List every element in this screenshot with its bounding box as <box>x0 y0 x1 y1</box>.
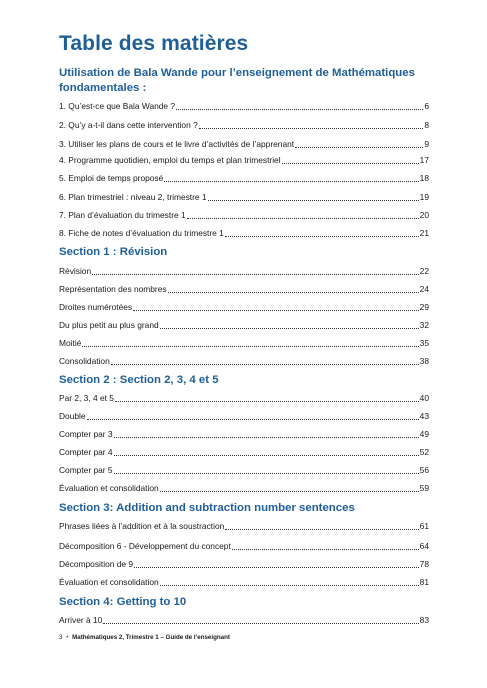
toc-entry[interactable] <box>59 410 429 422</box>
section-heading: Utilisation de Bala Wande pour l’enseignement de Mathématiques fondamentales : <box>59 67 415 94</box>
dot-leader <box>176 100 423 110</box>
toc-entry[interactable] <box>59 301 429 313</box>
page-title: Table des matières <box>59 32 249 55</box>
toc-entry-label: Par 2, 3, 4 et 5 <box>59 393 114 403</box>
footer-bullet: • <box>66 634 69 641</box>
toc-entry-label: Moitié <box>59 338 82 348</box>
toc-entry-label: Compter par 5 <box>59 465 113 475</box>
dot-leader <box>103 614 418 624</box>
toc-entry-label: Arriver à 10 <box>59 615 103 625</box>
toc-entry-label: 7. Plan d’évaluation du trimestre 1 <box>59 210 186 220</box>
dot-leader <box>232 540 419 550</box>
toc-entry-page: 43 <box>419 411 429 421</box>
toc-entry-page: 8 <box>424 120 429 130</box>
toc-entry-label: Évaluation et consolidation <box>59 483 159 493</box>
toc-entry-page: 20 <box>419 210 429 220</box>
toc-entry-page: 59 <box>419 483 429 493</box>
dot-leader <box>114 446 419 456</box>
toc-entry-page: 40 <box>419 393 429 403</box>
toc-entry-label: 5. Emploi de temps proposé <box>59 173 164 183</box>
toc-entry-label: 3. Utiliser les plans de cours et le livre d’activités de l’apprenant <box>59 139 295 149</box>
dot-leader <box>199 119 424 129</box>
toc-entry[interactable] <box>59 172 429 184</box>
toc-entry-label: Du plus petit au plus grand <box>59 320 159 330</box>
toc-entry-page: 49 <box>419 429 429 439</box>
dot-leader <box>115 392 419 402</box>
dot-leader <box>92 265 419 275</box>
toc-entry-label: Représentation des nombres <box>59 284 167 294</box>
toc-entry-label: Révision <box>59 266 92 276</box>
toc-entry[interactable] <box>59 576 429 588</box>
dot-leader <box>160 482 419 492</box>
toc-entry[interactable] <box>59 520 429 532</box>
dot-leader <box>160 576 419 586</box>
toc-entry-label: Évaluation et consolidation <box>59 577 159 587</box>
toc-entry-page: 24 <box>419 284 429 294</box>
dot-leader <box>160 319 419 329</box>
toc-entry[interactable] <box>59 191 429 203</box>
toc-entry-label: 2. Qu’y a-t-il dans cette intervention ? <box>59 120 198 130</box>
dot-leader <box>164 172 418 182</box>
toc-entry[interactable] <box>59 355 429 367</box>
toc-entry-page: 18 <box>419 173 429 183</box>
toc-entry[interactable] <box>59 482 429 494</box>
toc-entry-label: Compter par 4 <box>59 447 113 457</box>
toc-entry-label: Consolidation <box>59 356 110 366</box>
toc-entry-page: 35 <box>419 338 429 348</box>
toc-entry-page: 21 <box>419 228 429 238</box>
dot-leader <box>168 283 419 293</box>
dot-leader <box>225 227 419 237</box>
footer-page-number: 3 <box>59 634 63 641</box>
toc-entry-label: Phrases liées à l’addition et à la soustraction <box>59 521 225 531</box>
toc-entry-label: 8. Fiche de notes d’évaluation du trimestre 1 <box>59 228 224 238</box>
page-footer <box>59 634 230 641</box>
toc-entry[interactable] <box>59 558 429 570</box>
toc-entry-page: 38 <box>419 356 429 366</box>
section-heading: Section 2 : Section 2, 3, 4 et 5 <box>59 374 219 386</box>
toc-entry-page: 56 <box>419 465 429 475</box>
toc-entry[interactable] <box>59 614 429 626</box>
toc-entry[interactable] <box>59 119 429 131</box>
footer-text: Mathématiques 2, Trimestre 1 – Guide de l’enseignant <box>72 634 230 641</box>
toc-entry[interactable] <box>59 265 429 277</box>
toc-entry[interactable] <box>59 319 429 331</box>
toc-entry[interactable] <box>59 464 429 476</box>
toc-entry[interactable] <box>59 100 429 112</box>
section-heading: Section 3: Addition and subtraction number sentences <box>59 502 355 514</box>
dot-leader <box>282 154 419 164</box>
toc-entry-label: 6. Plan trimestriel : niveau 2, trimestre 1 <box>59 192 207 202</box>
toc-entry-page: 64 <box>419 541 429 551</box>
toc-entry-label: Double <box>59 411 86 421</box>
section-heading: Section 4: Getting to 10 <box>59 596 187 608</box>
toc-entry[interactable] <box>59 446 429 458</box>
toc-entry-label: Droites numérotées <box>59 302 133 312</box>
toc-entry-page: 29 <box>419 302 429 312</box>
toc-entry-page: 83 <box>419 615 429 625</box>
toc-entry[interactable] <box>59 428 429 440</box>
toc-entry-page: 17 <box>419 155 429 165</box>
dot-leader <box>187 209 419 219</box>
toc-entry-label: 4. Programme quotidien, emploi du temps et plan trimestriel <box>59 155 281 165</box>
toc-entry-page: 9 <box>424 139 429 149</box>
toc-entry[interactable] <box>59 540 429 552</box>
toc-entry-page: 52 <box>419 447 429 457</box>
toc-entry-page: 19 <box>419 192 429 202</box>
dot-leader <box>111 355 419 365</box>
dot-leader <box>114 428 419 438</box>
dot-leader <box>208 191 419 201</box>
toc-entry[interactable] <box>59 337 429 349</box>
toc-entry-label: Décomposition de 9 <box>59 559 134 569</box>
dot-leader <box>295 138 423 148</box>
toc-entry-page: 81 <box>419 577 429 587</box>
toc-entry[interactable] <box>59 209 429 221</box>
toc-entry-page: 6 <box>424 101 429 111</box>
toc-entry[interactable] <box>59 227 429 239</box>
toc-entry-page: 22 <box>419 266 429 276</box>
toc-entry[interactable] <box>59 138 429 150</box>
toc-entry-page: 78 <box>419 559 429 569</box>
dot-leader <box>82 337 418 347</box>
toc-entry[interactable] <box>59 154 429 166</box>
toc-entry[interactable] <box>59 283 429 295</box>
dot-leader <box>133 301 419 311</box>
toc-entry-page: 61 <box>419 521 429 531</box>
toc-entry-label: Compter par 3 <box>59 429 113 439</box>
toc-entry-label: Décomposition 6 - Développement du concept <box>59 541 231 551</box>
dot-leader <box>114 464 419 474</box>
toc-entry-page: 32 <box>419 320 429 330</box>
toc-entry[interactable] <box>59 392 429 404</box>
dot-leader <box>225 520 418 530</box>
toc-entry-label: 1. Qu’est-ce que Bala Wande ? <box>59 101 176 111</box>
dot-leader <box>134 558 419 568</box>
dot-leader <box>87 410 419 420</box>
section-heading: Section 1 : Révision <box>59 246 168 258</box>
